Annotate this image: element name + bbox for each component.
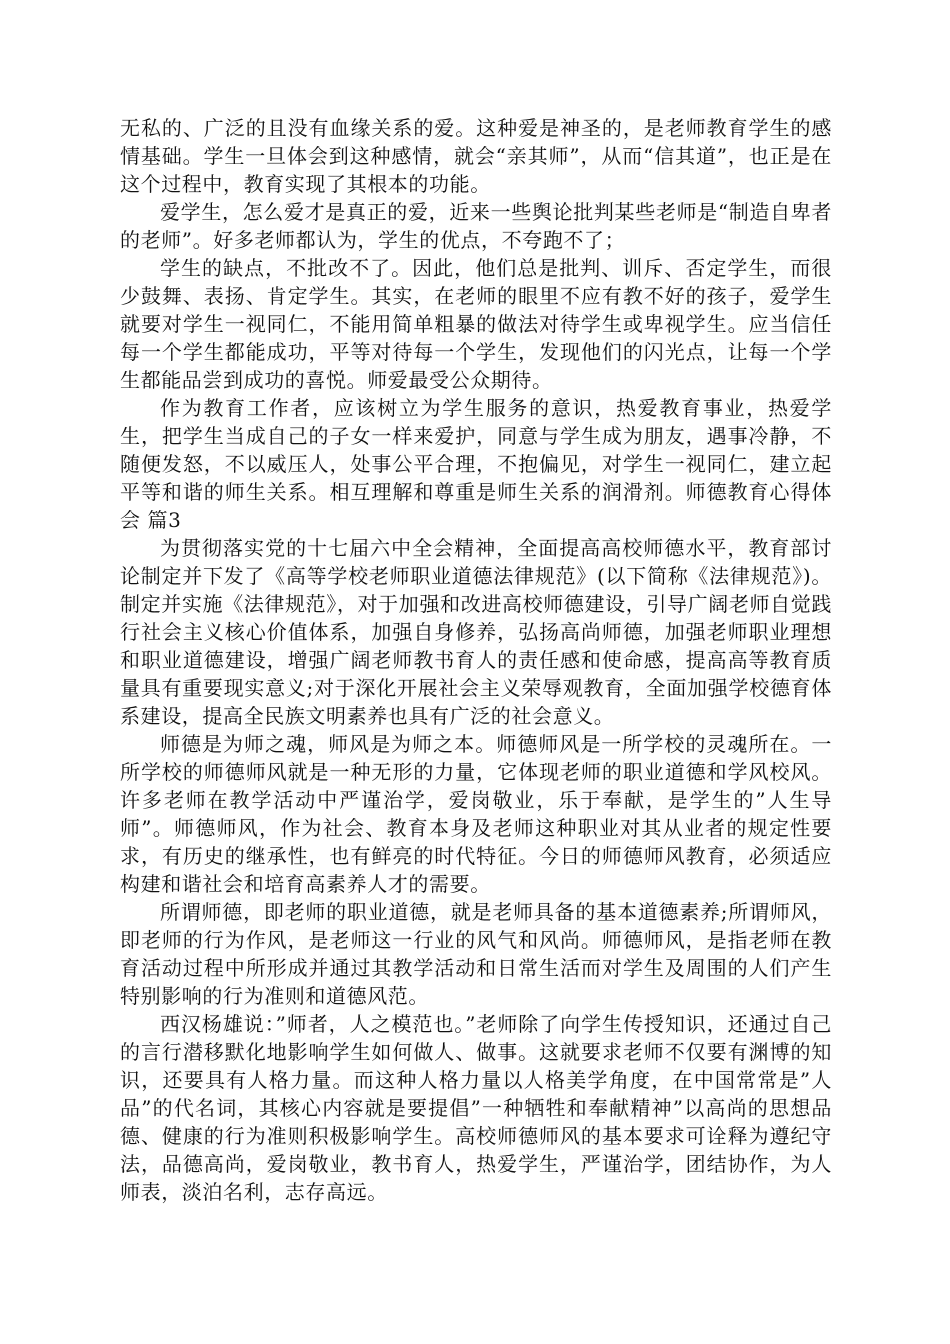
paragraph-1: 无私的、广泛的且没有血缘关系的爱。这种爱是神圣的，是老师教育学生的感情基础。学生一旦体会到这种感情，就会“亲其师”，从而“信其道”，也正是在这个过程中，教育实现了其根本的功能。: [120, 116, 832, 196]
paragraph-8: 西汉杨雄说：”师者，人之模范也。”老师除了向学生传授知识，还通过自己的言行潜移默化地影响学生如何做人、做事。这就要求老师不仅要有渊博的知识，还要具有人格力量。而这种人格力量以人格美学角度，在中国常常是”人品”的代名词，其核心内容就是要提倡”一种牺牲和奉献精神”以高尚的思想品德、健康的行为准则积极影响学生。高校师德师风的基本要求可诠释为遵纪守法，品德高尚，爱岗敬业，教书育人，热爱学生，严谨治学，团结协作，为人师表，淡泊名利，志存高远。: [120, 1012, 832, 1204]
document-body: [120, 114, 832, 1206]
paragraph-7: 所谓师德，即老师的职业道德，就是老师具备的基本道德素养;所谓师风，即老师的行为作风，是老师这一行业的风气和风尚。师德师风，是指老师在教育活动过程中所形成并通过其教学活动和日常生活而对学生及周围的人们产生特别影响的行为准则和道德风范。: [120, 900, 832, 1008]
paragraph-6: 师德是为师之魂，师风是为师之本。师德师风是一所学校的灵魂所在。一所学校的师德师风就是一种无形的力量，它体现老师的职业道德和学风校风。许多老师在教学活动中严谨治学，爱岗敬业，乐于奉献，是学生的”人生导师”。师德师风，作为社会、教育本身及老师这种职业对其从业者的规定性要求，有历史的继承性，也有鲜亮的时代特征。今日的师德师风教育，必须适应构建和谐社会和培育高素养人才的需要。: [120, 732, 832, 896]
paragraph-5: 为贯彻落实党的十七届六中全会精神，全面提高高校师德水平，教育部讨论制定并下发了《高等学校老师职业道德法律规范》(以下简称《法律规范》)。制定并实施《法律规范》，对于加强和改进高校师德建设，引导广阔老师自觉践行社会主义核心价值体系，加强自身修养，弘扬高尚师德，加强老师职业理想和职业道德建设，增强广阔老师教书育人的责任感和使命感，提高高等教育质量具有重要现实意义;对于深化开展社会主义荣辱观教育，全面加强学校德育体系建设，提高全民族文明素养也具有广泛的社会意义。: [120, 536, 832, 728]
paragraph-2: 爱学生，怎么爱才是真正的爱，近来一些舆论批判某些老师是“制造自卑者的老师”。好多老师都认为，学生的优点，不夸跑不了；: [120, 200, 832, 252]
paragraph-4: 作为教育工作者，应该树立为学生服务的意识，热爱教育事业，热爱学生，把学生当成自己的子女一样来爱护，同意与学生成为朋友，遇事冷静，不随便发怒，不以威压人，处事公平合理，不抱偏见，对学生一视同仁，建立起平等和谐的师生关系。相互理解和尊重是师生关系的润滑剂。师德教育心得体会 篇3: [120, 396, 832, 532]
paragraph-3: 学生的缺点，不批改不了。因此，他们总是批判、训斥、否定学生，而很少鼓舞、表扬、肯定学生。其实，在老师的眼里不应有教不好的孩子，爱学生就要对学生一视同仁，不能用简单粗暴的做法对待学生或卑视学生。应当信任每一个学生都能成功，平等对待每一个学生，发现他们的闪光点，让每一个学生都能品尝到成功的喜悦。师爱最受公众期待。: [120, 256, 832, 392]
